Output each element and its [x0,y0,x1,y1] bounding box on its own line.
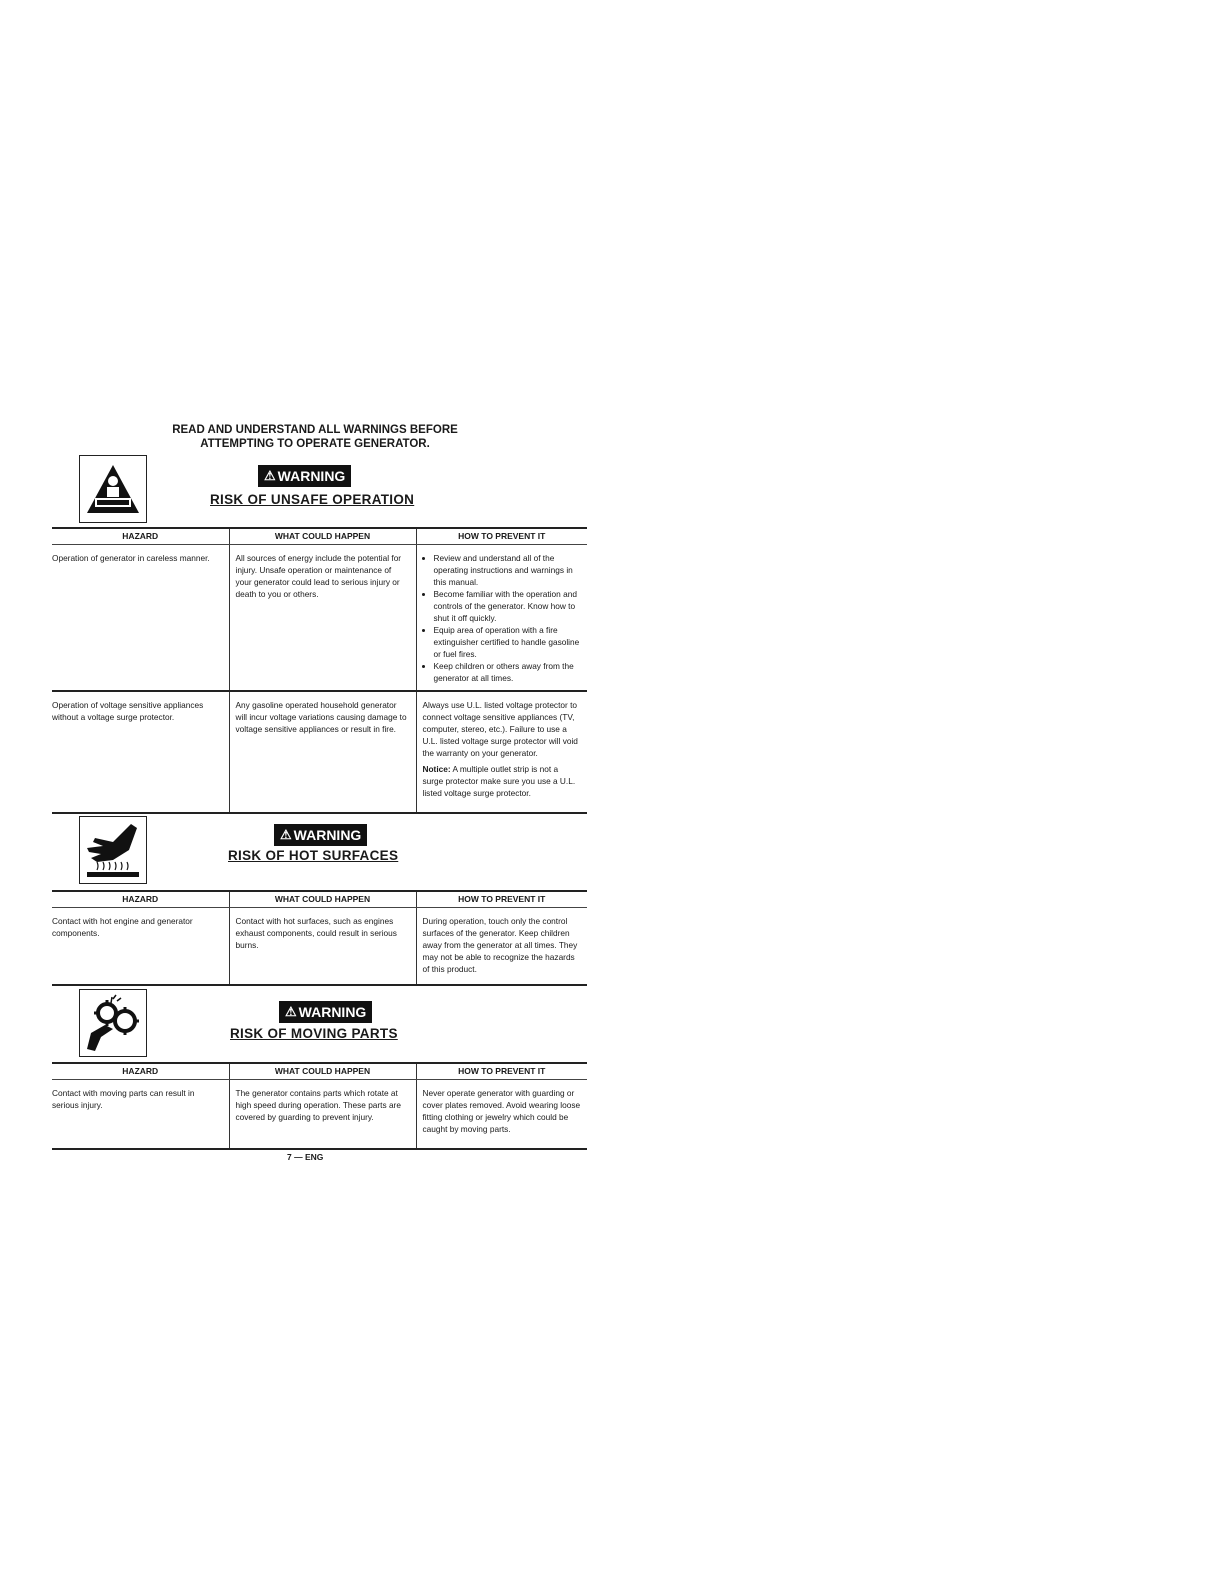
notice-label: Notice: [422,764,451,774]
hazard-cell: Contact with hot engine and generator components. [52,908,229,985]
hazard-cell: Operation of generator in careless manner. [52,545,229,692]
table-row [52,908,587,985]
column-hazard: HAZARD [52,1063,229,1080]
warning-triangle-icon: ⚠ [264,468,276,483]
column-how-to-prevent: HOW TO PREVENT IT [416,528,587,545]
risk-title: RISK OF MOVING PARTS [230,1026,398,1041]
table-header-row [52,528,587,545]
how-cell: During operation, touch only the control surfaces of the generator. Keep children away from the generator at all times. They may not be able to recognize the hazards of this product. [416,908,587,985]
warning-triangle-icon: ⚠ [285,1004,297,1019]
column-what-could-happen: WHAT COULD HAPPEN [229,528,416,545]
list-item: • Equip area of operation with a fire extinguisher certified to handle gasoline or fuel fires. [434,624,582,660]
risk-title: RISK OF HOT SURFACES [228,848,399,863]
warning-label: WARNING [293,827,362,843]
hazard-cell: Contact with moving parts can result in serious injury. [52,1080,229,1149]
table-header-row [52,891,587,908]
list-item: • Become familiar with the operation and controls of the generator. Know how to shut it off quickly. [434,588,582,624]
what-cell: All sources of energy include the potential for injury. Unsafe operation or maintenance of your generator could lead to serious injury or death to you or others. [229,545,416,692]
list-item: • Keep children or others away from the generator at all times. [434,660,582,684]
column-how-to-prevent: HOW TO PREVENT IT [416,1063,587,1080]
how-cell [416,691,587,813]
column-what-could-happen: WHAT COULD HAPPEN [229,1063,416,1080]
column-hazard: HAZARD [52,528,229,545]
column-how-to-prevent: HOW TO PREVENT IT [416,891,587,908]
what-cell: Any gasoline operated household generator will incur voltage variations causing damage to voltage sensitive appliances or result in fire. [229,691,416,813]
warning-badge [279,1001,372,1023]
hazard-table [52,1062,587,1150]
page-number: 7 — ENG [287,1152,324,1162]
warning-triangle-icon: ⚠ [280,827,292,842]
table-row [52,1080,587,1149]
column-what-could-happen: WHAT COULD HAPPEN [229,891,416,908]
hot-surface-hand-icon [79,816,147,884]
heading-line-1: READ AND UNDERSTAND ALL WARNINGS BEFORE [172,424,458,436]
hazard-table [52,527,587,814]
what-cell: Contact with hot surfaces, such as engines exhaust components, could result in serious burns. [229,908,416,985]
safety-first-icon [79,455,147,523]
warning-label: WARNING [298,1004,367,1020]
prevention-list [423,552,582,684]
column-hazard: HAZARD [52,891,229,908]
prevention-text: Always use U.L. listed voltage protector to connect voltage sensitive appliances (TV, computer, stereo, etc.). Failure to use a U.L. listed voltage surge protector will void the warranty on your generator. [422,700,578,758]
heading-line-2: ATTEMPTING TO OPERATE GENERATOR. [200,438,430,450]
warning-label: WARNING [277,468,346,484]
hazard-table [52,890,587,986]
list-item: • Review and understand all of the operating instructions and warnings in this manual. [434,552,582,588]
page-heading [150,423,480,451]
notice-text: A multiple outlet strip is not a surge protector make sure you use a U.L. listed voltage surge protector. [422,764,576,798]
table-header-row [52,1063,587,1080]
warning-badge [258,465,351,487]
warning-badge [274,824,367,846]
moving-gears-hand-icon [79,989,147,1057]
how-cell: Never operate generator with guarding or cover plates removed. Avoid wearing loose fitting clothing or jewelry which could be caught by moving parts. [416,1080,587,1149]
risk-title: RISK OF UNSAFE OPERATION [210,492,415,507]
table-row [52,691,587,813]
hazard-cell: Operation of voltage sensitive appliances without a voltage surge protector. [52,691,229,813]
what-cell: The generator contains parts which rotate at high speed during operation. These parts are covered by guarding to prevent injury. [229,1080,416,1149]
notice [423,763,582,799]
table-row [52,545,587,692]
how-cell [416,545,587,692]
